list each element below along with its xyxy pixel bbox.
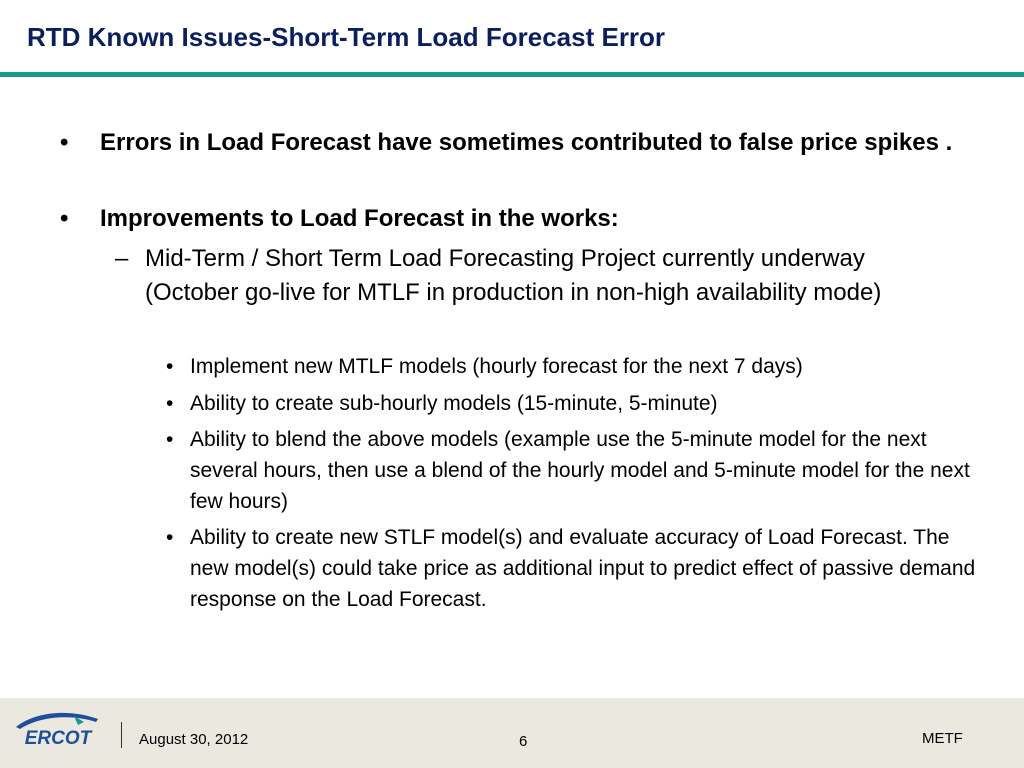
bullet-item xyxy=(60,126,960,160)
page-number: 6 xyxy=(519,733,528,750)
slide-footer xyxy=(0,698,1024,768)
dash-marker: – xyxy=(115,245,129,272)
sub-sub-bullet-item xyxy=(166,424,980,517)
footer-date: August 30, 2012 xyxy=(139,731,249,748)
bullet-dot: • xyxy=(166,428,174,451)
logo-swoosh xyxy=(16,713,98,729)
footer-divider xyxy=(121,722,122,748)
sub-sub-bullet-text: Ability to create sub-hourly models (15-minute, 5-minute) xyxy=(190,392,718,415)
slide-title: RTD Known Issues-Short-Term Load Forecast Error xyxy=(27,22,666,52)
bullet-dot: • xyxy=(166,526,174,549)
bullet-dot: • xyxy=(166,392,174,415)
bullet-dot: • xyxy=(166,355,174,378)
bullet-dot: • xyxy=(60,205,69,232)
sub-sub-bullet-text: Ability to create new STLF model(s) and evaluate accuracy of Load Forecast. The new model(s) could take price as additional input to predict effect of passive demand response on the Load Forecast. xyxy=(190,526,976,611)
sub-bullet-item xyxy=(115,242,935,310)
sub-sub-bullet-text: Implement new MTLF models (hourly forecast for the next 7 days) xyxy=(190,355,803,378)
sub-bullet-text: Mid-Term / Short Term Load Forecasting Project currently underway (October go-live for MTLF in production in non-high availability mode) xyxy=(145,245,882,306)
footer-org: METF xyxy=(922,730,963,747)
sub-sub-bullet-item xyxy=(166,388,980,419)
sub-sub-bullet-text: Ability to blend the above models (example use the 5-minute model for the next several hours, then use a blend of the hourly model and 5-minute model for the next few hours) xyxy=(190,428,970,513)
sub-sub-bullet-item xyxy=(166,351,980,382)
logo-text: ERCOT xyxy=(24,728,92,749)
ercot-logo xyxy=(12,710,104,750)
bullet-text: Errors in Load Forecast have sometimes contributed to false price spikes . xyxy=(100,129,953,156)
sub-sub-bullet-item xyxy=(166,522,980,615)
bullet-dot: • xyxy=(60,129,69,156)
bullet-item xyxy=(60,202,960,236)
bullet-text: Improvements to Load Forecast in the works: xyxy=(100,205,619,232)
